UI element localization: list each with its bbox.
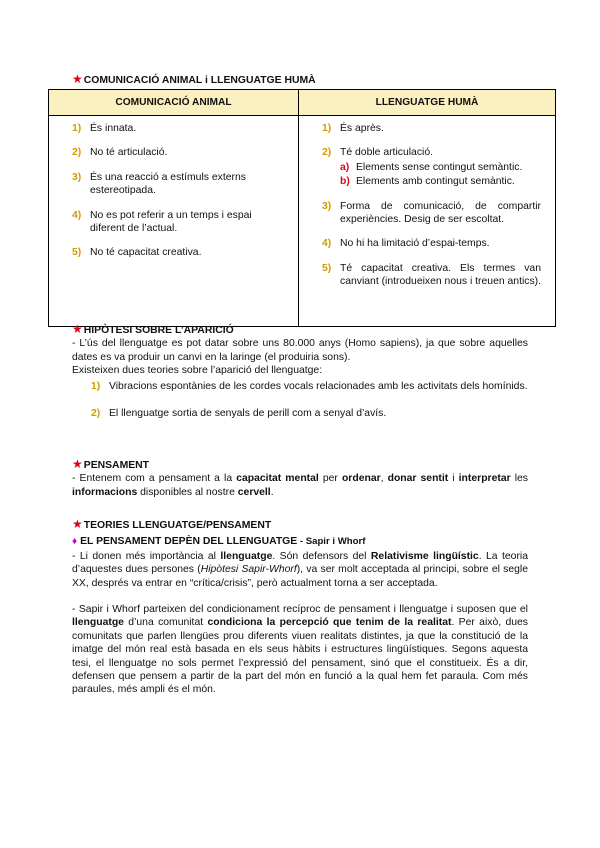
section-hipotesi [72, 323, 528, 432]
paragraph: - L’ús del llenguatge es pot datar sobre uns 80.000 anys (Homo sapiens), ja que sobre aquelles dates es va produir un canvi en la laringe (el produiria sons). [72, 338, 528, 363]
item-text: És après. [340, 123, 384, 134]
list-item [299, 262, 555, 289]
section-title: PENSAMENT [83, 460, 150, 471]
item-text: Té capacitat creativa. Els termes van canviant (introdueixen nous i treuen antics). [340, 262, 541, 288]
item-number: 2) [91, 408, 101, 420]
sub-item-text: Elements amb contingut semàntic. [356, 176, 515, 188]
list-item [49, 171, 298, 198]
item-number: 3) [72, 171, 82, 183]
section-title: TEORIES LLENGUATGE/PENSAMENT [83, 520, 272, 531]
section-heading [72, 458, 528, 472]
list-item [49, 246, 298, 259]
section-title: HIPÒTESI SOBRE L’APARICIÓ [83, 325, 234, 336]
item-number: 1) [322, 123, 332, 134]
sub-item [340, 175, 541, 188]
item-number: 2) [72, 147, 82, 159]
item-text: Té doble articulació. [340, 147, 433, 159]
list-item [299, 146, 555, 188]
item-number: 5) [72, 247, 82, 259]
paragraph: - Entenem com a pensament a la capacitat mental per ordenar, donar sentit i interpretar les informacions disponibles al nostre cervell. [72, 473, 528, 498]
star-icon: ★ [72, 517, 83, 531]
section-teories [72, 518, 528, 697]
item-text: Vibracions espontànies de les cordes vocals relacionades amb les activitats dels homínids. [109, 380, 528, 392]
subsection-title: EL PENSAMENT DEPÈN DEL LLENGUATGE [80, 536, 298, 548]
item-text: No té capacitat creativa. [90, 247, 202, 259]
section-title: COMUNICACIÓ ANIMAL i LLENGUATGE HUMÀ [83, 75, 316, 86]
sub-item-letter: b) [340, 176, 350, 188]
star-icon: ★ [72, 457, 83, 471]
item-text: És innata. [90, 123, 137, 134]
section-pensament [72, 458, 528, 499]
subsection-heading [72, 535, 528, 548]
table-header-row [49, 90, 556, 116]
item-number: 4) [72, 209, 82, 221]
animal-column [49, 116, 299, 327]
item-text: El llenguatge sortia de senyals de perill com a senyal d’avís. [109, 408, 387, 420]
item-number: 1) [91, 380, 101, 392]
diamond-icon: ♦ [72, 536, 78, 548]
list-item [49, 146, 298, 159]
star-icon: ★ [72, 72, 83, 86]
paragraph: Existeixen dues teories sobre l’aparició del llenguatge: [72, 365, 323, 377]
sub-item-text: Elements sense contingut semàntic. [356, 161, 523, 173]
paragraph: - Sapir i Whorf parteixen del condicionament recíproc de pensament i llenguatge i suposen que el llenguatge d’una comunitat condiciona la percepció que tenim de la realitat. Per això, dues comunitats que parlen llengües prou diferents viuen realitats distintes, ja que la constitució de la imatge del món real està basada en els seus hàbits i estructures lingüístiques. Segons aquesta tesi, el llenguatge no sols permet l’expressió del pensament, sinó que el constitueix. És a dir, defensen que pensem a partir de la part del món en funció a la qual hem fet paraula. Com més paraules, més ampli és el món. [72, 604, 528, 696]
list-item [49, 122, 298, 135]
list-item [72, 380, 528, 393]
item-text: És una reacció a estímuls externs estereotipada. [90, 171, 246, 197]
subsection-authors: - Sapir i Whorf [297, 536, 366, 548]
item-number: 4) [322, 238, 332, 250]
comparison-table [48, 89, 556, 327]
item-text: No té articulació. [90, 147, 168, 159]
item-text: No hi ha limitació d’espai-temps. [340, 238, 490, 250]
table-row [49, 116, 556, 327]
human-column [299, 116, 556, 327]
item-text: Forma de comunicació, de compartir experiències. Desig de ser escoltat. [340, 200, 541, 226]
list-item [49, 209, 298, 236]
section-heading [72, 518, 528, 532]
column-header: COMUNICACIÓ ANIMAL [49, 90, 299, 116]
column-header: LLENGUATGE HUMÀ [299, 90, 556, 116]
list-item [299, 237, 555, 250]
item-number: 5) [322, 262, 332, 274]
item-number: 3) [322, 200, 332, 212]
paragraph: - Li donen més importància al llenguatge. Són defensors del Relativisme lingüístic. La teoria d’aquestes dues persones (Hipòtesi Sapir-Whorf), va ser molt acceptada al principi, sobre el segle XX, després va entrar en “crítica/crisis”, però actualment torna a ser acceptada. [72, 550, 528, 589]
list-item [299, 122, 555, 135]
item-number: 1) [72, 123, 82, 134]
list-item [299, 200, 555, 227]
section-heading [72, 323, 528, 337]
sub-item-letter: a) [340, 161, 350, 173]
item-text: No es pot referir a un temps i espai diferent de l’actual. [90, 209, 252, 235]
section-heading-comunicacio [72, 73, 528, 87]
sub-item [340, 161, 541, 174]
item-number: 2) [322, 147, 332, 159]
star-icon: ★ [72, 322, 83, 336]
list-item [72, 407, 528, 420]
